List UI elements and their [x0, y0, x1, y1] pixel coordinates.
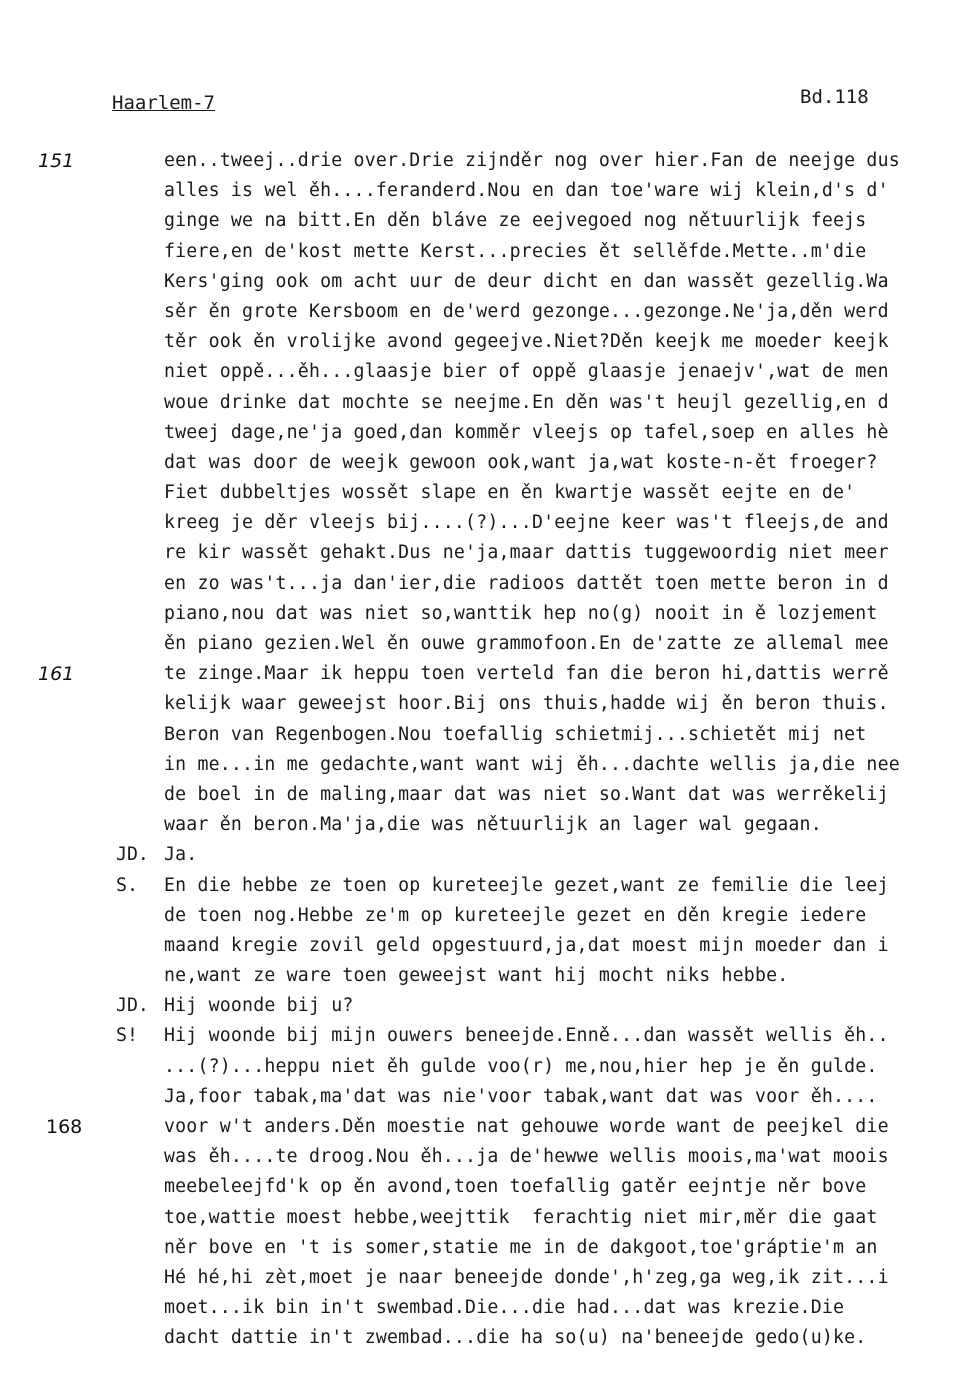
transcript-line [0, 1263, 966, 1293]
line-text: Hij woonde bij u? [164, 995, 354, 1017]
transcript-line [0, 418, 966, 448]
transcript-line [0, 780, 966, 810]
transcript-line [0, 991, 966, 1021]
transcript-line [0, 478, 966, 508]
line-text: maand kregie zovil geld opgestuurd,ja,dat moest mijn moeder dan i [164, 934, 889, 956]
transcript-line [0, 297, 966, 327]
line-text: fiere,en de'kost mette Kerst...precies ět sellěfde.Mette..m'die [164, 240, 867, 262]
page-header-location: Haarlem-7 [112, 92, 215, 114]
line-text: een..tweej..drie over.Drie zijnděr nog over hier.Fan de neejge dus [164, 150, 900, 171]
transcript-line [0, 267, 966, 297]
transcript-line [0, 871, 966, 901]
line-text: toe,wattie moest hebbe,weejttik ferachtig niet mir,měr die gaat [164, 1206, 878, 1228]
line-text: niet oppě...ěh...glaasje bier of oppě glaasje jenaejv',wat de men [164, 361, 889, 383]
line-text: de toen nog.Hebbe ze'm op kureteejle gezet en děn kregie iedere [164, 904, 867, 926]
transcript-line [0, 1142, 966, 1172]
line-text: En die hebbe ze toen op kureteejle gezet,want ze femilie die leej [164, 874, 889, 896]
line-text: woue drinke dat mochte se neejme.En děn was't heujl gezellig,en d [164, 391, 889, 413]
line-text: tweej dage,ne'ja goed,dan komměr vleejs op tafel,soep en alles hè [164, 421, 889, 443]
transcript-line [0, 1233, 966, 1263]
transcript-line [0, 1082, 966, 1112]
transcript-line [0, 176, 966, 206]
transcript-line [0, 538, 966, 568]
transcript-line [0, 508, 966, 538]
speaker-label: S! [116, 1025, 138, 1047]
line-text: waar ěn beron.Ma'ja,die was nětuurlijk an lager wal gegaan. [164, 814, 822, 836]
transcript-line [0, 448, 966, 478]
line-text: kelijk waar geweejst hoor.Bij ons thuis,hadde wij ěn beron thuis. [164, 693, 889, 715]
line-text: te zinge.Maar ik heppu toen verteld fan die beron hi,dattis werrě [164, 663, 889, 685]
line-text: piano,nou dat was niet so,wanttik hep no(g) nooit in ě lozjement [164, 602, 878, 624]
transcript-line [0, 1112, 966, 1142]
line-text: ginge we na bitt.En děn bláve ze eejvegoed nog nětuurlijk feejs [164, 210, 867, 232]
transcript-line [0, 629, 966, 659]
transcript-line [0, 327, 966, 357]
line-text: ne,want ze ware toen geweejst want hij mocht niks hebbe. [164, 965, 789, 987]
line-text: těr ook ěn vrolijke avond gegeejve.Niet?Děn keejk me moeder keejk [164, 331, 889, 353]
line-text: kreeg je děr vleejs bij....(?)...D'eejne keer was't fleejs,de and [164, 512, 889, 534]
margin-line-number: 161 [38, 663, 75, 686]
transcript-line [0, 206, 966, 236]
transcript-line [0, 1021, 966, 1051]
line-text: Ja. [164, 844, 198, 866]
margin-line-number: 168 [46, 1116, 83, 1138]
margin-line-number: 151 [38, 150, 75, 172]
line-text: něr bove en 't is somer,statie me in de dakgoot,toe'gráptie'm an [164, 1236, 878, 1258]
transcript-line [0, 901, 966, 931]
transcript-line [0, 1293, 966, 1323]
transcript-line [0, 931, 966, 961]
line-text: Fiet dubbeltjes wossět slape en ěn kwartje wassět eejte en de' [164, 482, 856, 504]
line-text: sěr ěn grote Kersboom en de'werd gezonge...gezonge.Ne'ja,děn werd [164, 300, 889, 322]
transcript-line [0, 1172, 966, 1202]
transcript-line [0, 750, 966, 780]
line-text: Hé hé,hi zèt,moet je naar beneejde donde',h'zeg,ga weg,ik zit...i [164, 1266, 889, 1288]
transcript-line [0, 659, 966, 689]
transcript-line [0, 689, 966, 719]
line-text: in me...in me gedachte,want want wij ěh...dachte wellis ja,die nee [164, 753, 900, 775]
line-text: ...(?)...heppu niet ěh gulde voo(r) me,nou,hier hep je ěn gulde. [164, 1055, 878, 1077]
transcript-line [0, 961, 966, 991]
transcript-lines [0, 146, 966, 1354]
line-text: ěn piano gezien.Wel ěn ouwe grammofoon.En de'zatte ze allemal mee [164, 633, 889, 654]
transcript-line [0, 599, 966, 629]
transcript-line [0, 237, 966, 267]
transcript-line [0, 146, 966, 176]
line-text: dacht dattie in't zwembad...die ha so(u) na'beneejde gedo(u)ke. [164, 1327, 867, 1349]
line-text: dat was door de weejk gewoon ook,want ja,wat koste-n-ět froeger? [164, 451, 878, 473]
line-text: alles is wel ěh....feranderd.Nou en dan toe'ware wij klein,d's d' [164, 180, 889, 202]
line-text: Kers'ging ook om acht uur de deur dicht en dan wassět gezellig.Wa [164, 270, 889, 292]
transcript-line [0, 720, 966, 750]
line-text: moet...ik bin in't swembad.Die...die had...dat was krezie.Die [164, 1297, 845, 1319]
speaker-label: JD. [116, 995, 149, 1017]
page-header-volume: Bd.118 [800, 86, 869, 108]
speaker-label: JD. [116, 844, 149, 866]
line-text: voor w't anders.Děn moestie nat gehouwe worde want de peejkel die [164, 1116, 889, 1137]
line-text: Ja,foor tabak,ma'dat was nie'voor tabak,want dat was voor ěh.... [164, 1085, 878, 1107]
speaker-label: S. [116, 874, 138, 896]
transcript-line [0, 1052, 966, 1082]
transcript-line [0, 569, 966, 599]
transcript-line [0, 357, 966, 387]
transcript-line [0, 1323, 966, 1353]
line-text: de boel in de maling,maar dat was niet so.Want dat was werrěkelij [164, 783, 889, 805]
transcript-line [0, 1203, 966, 1233]
line-text: en zo was't...ja dan'ier,die radioos dattět toen mette beron in d [164, 572, 889, 594]
transcript-line [0, 388, 966, 418]
line-text: Hij woonde bij mijn ouwers beneejde.Enně...dan wassět wellis ěh.. [164, 1025, 889, 1047]
line-text: Beron van Regenbogen.Nou toefallig schietmij...schietět mij net [164, 723, 867, 745]
line-text: re kir wassět gehakt.Dus ne'ja,maar dattis tuggewoordig niet meer [164, 542, 889, 564]
transcript-line [0, 840, 966, 870]
line-text: was ěh....te droog.Nou ěh...ja de'hewwe wellis moois,ma'wat moois [164, 1146, 889, 1168]
line-text: meebeleejfd'k op ěn avond,toen toefallig gatěr eejntje něr bove [164, 1176, 867, 1198]
transcript-line [0, 810, 966, 840]
